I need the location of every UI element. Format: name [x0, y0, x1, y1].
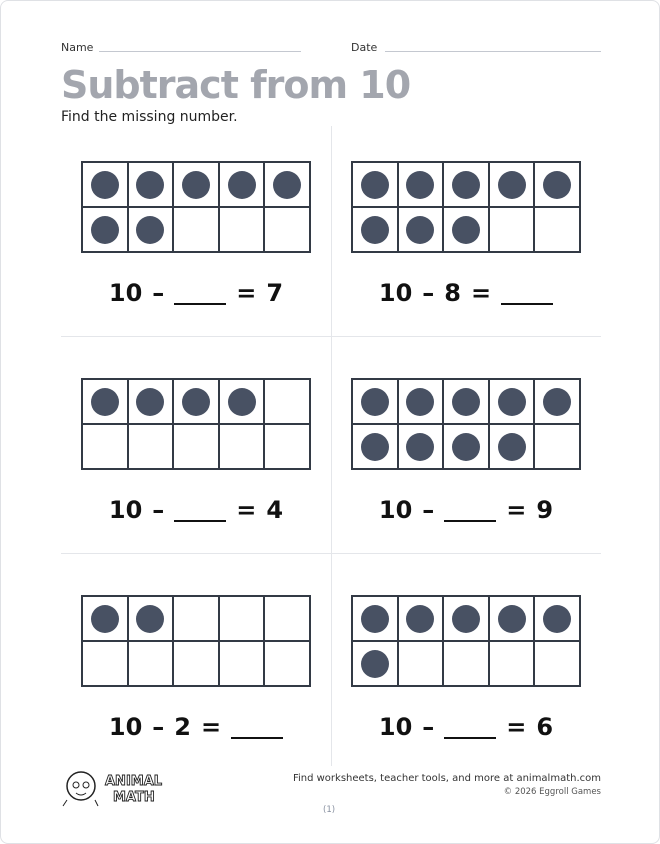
counter-dot	[91, 605, 119, 633]
counter-dot	[136, 171, 164, 199]
counter-dot	[498, 433, 526, 461]
equation-token: =	[506, 713, 527, 741]
ten-frame-cell	[173, 379, 219, 424]
ten-frame-cell	[489, 207, 535, 252]
ten-frame-cell	[219, 162, 265, 207]
ten-frame-cell	[264, 424, 310, 469]
ten-frame-cell	[128, 596, 174, 641]
counter-dot	[182, 171, 210, 199]
ten-frame-cell	[534, 596, 580, 641]
counter-dot	[406, 216, 434, 244]
date-line[interactable]	[385, 51, 601, 52]
counter-dot	[361, 388, 389, 416]
ten-frame-cell	[398, 596, 444, 641]
answer-blank[interactable]	[444, 715, 496, 739]
row-divider	[61, 336, 601, 337]
ten-frame-cell	[219, 641, 265, 686]
counter-dot	[361, 433, 389, 461]
ten-frame-cell	[173, 596, 219, 641]
equation-token: 10	[108, 713, 143, 741]
instructions: Find the missing number.	[61, 109, 238, 125]
ten-frame-cell	[352, 207, 398, 252]
counter-dot	[406, 433, 434, 461]
ten-frame-cell	[534, 207, 580, 252]
equation-token: 7	[266, 279, 284, 307]
ten-frame-cell	[82, 379, 128, 424]
ten-frame-cell	[398, 162, 444, 207]
equation-token: 9	[536, 496, 554, 524]
counter-dot	[361, 605, 389, 633]
counter-dot	[452, 605, 480, 633]
ten-frame-cell	[82, 596, 128, 641]
equation	[81, 713, 311, 741]
counter-dot	[91, 388, 119, 416]
ten-frame	[351, 161, 581, 253]
date-label: Date	[351, 41, 378, 54]
equation-token: 10	[378, 496, 413, 524]
ten-frame-cell	[352, 379, 398, 424]
ten-frame-cell	[128, 379, 174, 424]
counter-dot	[228, 388, 256, 416]
ten-frame-cell	[534, 424, 580, 469]
ten-frame-cell	[264, 207, 310, 252]
ten-frame-cell	[352, 641, 398, 686]
ten-frame	[351, 378, 581, 470]
equation-token: =	[506, 496, 527, 524]
equation-token: =	[236, 496, 257, 524]
page-number: (1)	[323, 805, 336, 815]
counter-dot	[452, 216, 480, 244]
counter-dot	[136, 388, 164, 416]
ten-frame-cell	[264, 379, 310, 424]
ten-frame-cell	[173, 424, 219, 469]
ten-frame-cell	[128, 424, 174, 469]
counter-dot	[182, 388, 210, 416]
counter-dot	[452, 388, 480, 416]
ten-frame-cell	[489, 162, 535, 207]
ten-frame-cell	[443, 207, 489, 252]
answer-blank[interactable]	[444, 498, 496, 522]
equation-token: 10	[378, 279, 413, 307]
answer-blank[interactable]	[174, 498, 226, 522]
ten-frame-cell	[534, 641, 580, 686]
ten-frame-cell	[82, 207, 128, 252]
counter-dot	[498, 171, 526, 199]
counter-dot	[452, 433, 480, 461]
ten-frame-cell	[219, 596, 265, 641]
ten-frame-cell	[398, 641, 444, 686]
equation-token: =	[201, 713, 222, 741]
equation-token: 8	[444, 279, 461, 307]
ten-frame-cell	[82, 162, 128, 207]
ten-frame-cell	[534, 379, 580, 424]
ten-frame-cell	[128, 162, 174, 207]
equation-token: –	[152, 279, 165, 307]
equation-token: 10	[108, 496, 143, 524]
ten-frame-cell	[443, 641, 489, 686]
equation-token: 6	[536, 713, 554, 741]
copyright: © 2026 Eggroll Games	[503, 787, 601, 797]
equation-token: –	[422, 713, 435, 741]
ten-frame-cell	[128, 641, 174, 686]
ten-frame-cell	[398, 379, 444, 424]
equation	[351, 279, 581, 307]
ten-frame-cell	[489, 379, 535, 424]
equation	[351, 496, 581, 524]
animal-math-logo	[61, 766, 171, 808]
ten-frame-cell	[489, 641, 535, 686]
ten-frame	[81, 378, 311, 470]
counter-dot	[273, 171, 301, 199]
ten-frame-cell	[489, 424, 535, 469]
ten-frame	[81, 595, 311, 687]
ten-frame-cell	[443, 162, 489, 207]
counter-dot	[228, 171, 256, 199]
ten-frame-cell	[173, 162, 219, 207]
answer-blank[interactable]	[501, 281, 553, 305]
counter-dot	[406, 171, 434, 199]
svg-text:ANIMAL: ANIMAL	[105, 774, 163, 789]
ten-frame-cell	[264, 641, 310, 686]
ten-frame-cell	[398, 207, 444, 252]
svg-text:MATH: MATH	[113, 790, 155, 805]
counter-dot	[361, 650, 389, 678]
ten-frame-cell	[173, 207, 219, 252]
ten-frame-cell	[82, 424, 128, 469]
counter-dot	[543, 171, 571, 199]
counter-dot	[498, 388, 526, 416]
counter-dot	[498, 605, 526, 633]
ten-frame-cell	[443, 424, 489, 469]
ten-frame-cell	[264, 596, 310, 641]
equation-token: 2	[174, 713, 191, 741]
ten-frame-cell	[173, 641, 219, 686]
ten-frame-cell	[352, 596, 398, 641]
ten-frame-cell	[443, 596, 489, 641]
counter-dot	[136, 605, 164, 633]
answer-blank[interactable]	[174, 281, 226, 305]
counter-dot	[452, 171, 480, 199]
counter-dot	[361, 216, 389, 244]
counter-dot	[361, 171, 389, 199]
counter-dot	[406, 605, 434, 633]
equation-token: –	[422, 496, 435, 524]
ten-frame-cell	[264, 162, 310, 207]
name-line[interactable]	[99, 51, 301, 52]
equation-token: 10	[378, 713, 413, 741]
promo-text: Find worksheets, teacher tools, and more at animalmath.com	[292, 773, 601, 784]
ten-frame	[351, 595, 581, 687]
ten-frame	[81, 161, 311, 253]
equation-token: 4	[266, 496, 284, 524]
equation	[351, 713, 581, 741]
equation-token: =	[471, 279, 492, 307]
equation	[81, 279, 311, 307]
equation-token: –	[152, 496, 165, 524]
counter-dot	[136, 216, 164, 244]
equation-token: –	[152, 713, 165, 741]
ten-frame-cell	[82, 641, 128, 686]
ten-frame-cell	[534, 162, 580, 207]
name-label: Name	[61, 41, 94, 54]
answer-blank[interactable]	[231, 715, 283, 739]
ten-frame-cell	[352, 424, 398, 469]
counter-dot	[91, 171, 119, 199]
ten-frame-cell	[128, 207, 174, 252]
ten-frame-cell	[219, 379, 265, 424]
ten-frame-cell	[443, 379, 489, 424]
equation-token: –	[422, 279, 435, 307]
equation-token: 10	[108, 279, 143, 307]
counter-dot	[543, 388, 571, 416]
counter-dot	[406, 388, 434, 416]
page-title: Subtract from 10	[61, 63, 411, 107]
ten-frame-cell	[489, 596, 535, 641]
counter-dot	[91, 216, 119, 244]
ten-frame-cell	[398, 424, 444, 469]
ten-frame-cell	[219, 207, 265, 252]
column-divider	[331, 126, 332, 766]
counter-dot	[543, 605, 571, 633]
equation	[81, 496, 311, 524]
row-divider	[61, 553, 601, 554]
equation-token: =	[236, 279, 257, 307]
ten-frame-cell	[352, 162, 398, 207]
ten-frame-cell	[219, 424, 265, 469]
